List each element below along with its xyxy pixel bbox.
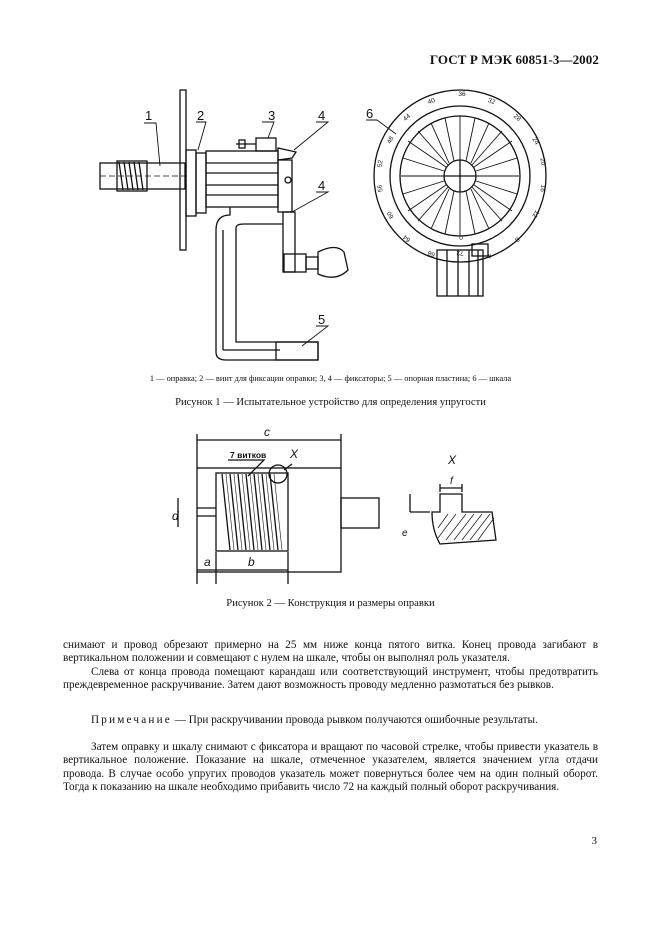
svg-text:64: 64 [402,233,413,244]
svg-text:16: 16 [538,184,547,193]
svg-text:20: 20 [538,157,547,166]
svg-text:4: 4 [486,251,493,260]
svg-text:52: 52 [376,159,385,168]
svg-text:48: 48 [385,135,396,146]
svg-text:e: e [402,528,408,539]
svg-text:5: 5 [318,312,326,327]
svg-text:f: f [450,476,453,487]
svg-text:3: 3 [268,108,276,123]
svg-text:32: 32 [486,97,497,107]
page-number: 3 [591,835,597,847]
svg-text:56: 56 [376,184,385,193]
paragraph-2: Слева от конца провода помещают карандаш или соответствующий инструмент, чтобы предотвратить преждевременное раскручивание. Затем дают возможность проводу медленно размотаться без рывков. [63,665,598,692]
note [63,714,598,727]
svg-text:40: 40 [426,97,437,107]
svg-text:0: 0 [459,235,463,242]
svg-text:X: X [448,453,457,467]
svg-text:X: X [290,447,299,461]
svg-text:4: 4 [318,178,326,193]
paragraph-3: Затем оправку и шкалу снимают с фиксатора и вращают по часовой стрелке, чтобы привести указатель в вертикальное положение. Показание на шкале, отмеченное указателем, является значением угла отдачи провода. В случае особо упругих проводов указатель может повернуться более чем на один полный оборот. Тогда к показанию на шкале необходимо прибавить число 72 на каждый полный оборот раскручивания. [63,741,598,794]
figure-1-caption: Рисунок 1 — Испытательное устройство для определения упругости [175,397,486,408]
svg-text:6: 6 [366,106,374,121]
svg-text:36: 36 [458,91,466,98]
svg-text:c: c [264,425,270,439]
svg-text:7 витков: 7 витков [230,450,267,460]
svg-text:4: 4 [318,108,326,123]
svg-text:8: 8 [513,235,521,243]
svg-text:28: 28 [511,112,522,123]
svg-text:1: 1 [145,108,153,123]
svg-text:2: 2 [197,108,205,123]
figure-2-caption: Рисунок 2 — Конструкция и размеры оправки [226,598,435,609]
svg-text:b: b [248,555,255,569]
svg-text:d: d [172,509,179,523]
svg-text:24: 24 [530,136,541,147]
svg-text:68: 68 [426,248,437,258]
svg-text:72: 72 [456,249,464,256]
body-text [63,639,598,693]
note-text: — При раскручивании провода рывком получаются ошибочные результаты. [171,714,538,726]
document-header: ГОСТ Р МЭК 60851-3—2002 [429,52,599,67]
svg-text:60: 60 [385,209,396,220]
svg-text:a: a [204,555,211,569]
svg-text:12: 12 [530,208,541,219]
paragraph-1: снимают и провод обрезают примерно на 25 мм ниже конца пятого витка. Конец провода загибают в вертикальном положении и совмещают с нулем на шкале, чтобы он выполнял роль указателя. [63,639,598,665]
svg-text:44: 44 [402,112,413,123]
figure-1-legend: 1 — оправка; 2 — винт для фиксации оправки; 3, 4 — фиксаторы; 5 — опорная пластина; 6 — шкала [149,374,512,383]
note-label: Примечание [91,714,172,726]
